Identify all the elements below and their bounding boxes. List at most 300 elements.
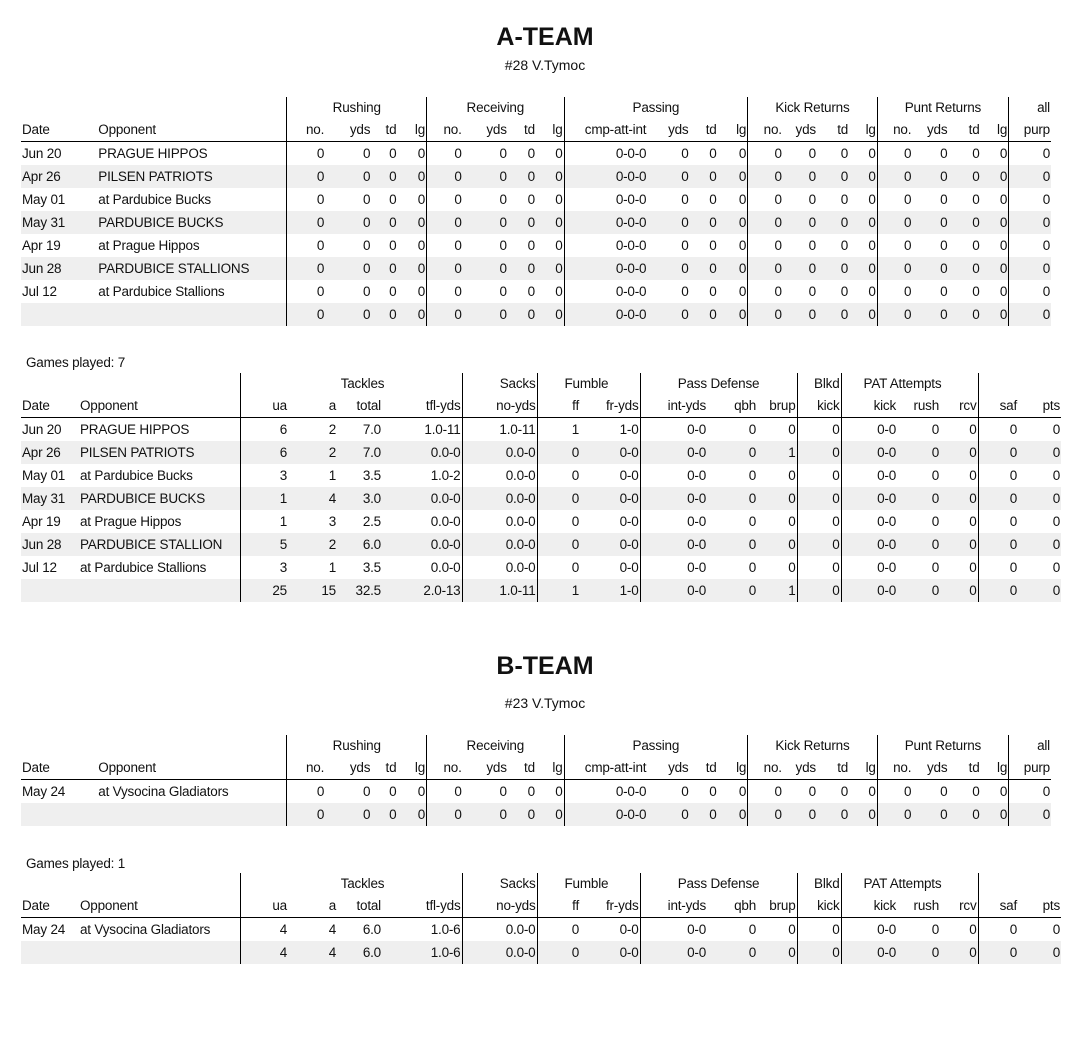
stat-cell: 0 bbox=[981, 257, 1009, 280]
date-cell: May 01 bbox=[21, 464, 76, 487]
stat-cell: 0 bbox=[940, 918, 978, 942]
opponent-cell: PILSEN PATRIOTS bbox=[76, 441, 240, 464]
stat-cell: 3.0 bbox=[337, 487, 382, 510]
pass-defense-group-header: Pass Defense bbox=[640, 373, 797, 395]
stat-cell: 0 bbox=[783, 280, 817, 303]
column-header: lg bbox=[397, 119, 426, 142]
stat-cell: 0-0 bbox=[640, 441, 707, 464]
stat-cell: 0 bbox=[1009, 303, 1051, 326]
date-cell: Apr 26 bbox=[21, 165, 94, 188]
table-row bbox=[21, 441, 1061, 464]
stat-cell: 0.0-0 bbox=[462, 533, 537, 556]
column-header: int-yds bbox=[640, 395, 707, 418]
stat-cell: 0 bbox=[427, 280, 463, 303]
stat-cell: 0 bbox=[397, 780, 426, 804]
stat-cell: 0 bbox=[537, 556, 580, 579]
column-header: yds bbox=[463, 757, 508, 780]
stat-cell: 0-0 bbox=[841, 579, 897, 602]
stat-cell: 0 bbox=[536, 257, 564, 280]
stat-cell: 0 bbox=[797, 533, 841, 556]
stat-cell: 0 bbox=[537, 918, 580, 942]
stat-cell: 0 bbox=[948, 142, 980, 166]
column-header: Date bbox=[21, 119, 94, 142]
stat-cell: 0 bbox=[371, 234, 397, 257]
totals-row bbox=[21, 579, 1061, 602]
table-row bbox=[21, 280, 1051, 303]
stat-cell: 0 bbox=[797, 510, 841, 533]
stat-cell: 0.0-0 bbox=[382, 510, 462, 533]
stat-cell: 0 bbox=[797, 579, 841, 602]
stat-cell: 0 bbox=[817, 165, 849, 188]
stat-cell: 0 bbox=[397, 803, 426, 826]
column-header: saf bbox=[978, 395, 1018, 418]
stat-cell: 0 bbox=[707, 556, 757, 579]
column-header: yds bbox=[912, 119, 948, 142]
stat-cell: 0 bbox=[463, 803, 508, 826]
stat-cell: 0 bbox=[647, 165, 689, 188]
stat-cell: 0 bbox=[978, 556, 1018, 579]
stat-cell: 4 bbox=[288, 941, 337, 964]
stat-cell: 0 bbox=[707, 918, 757, 942]
column-header: total bbox=[337, 895, 382, 918]
stat-cell: 0 bbox=[912, 780, 948, 804]
stat-cell: 2.0-13 bbox=[382, 579, 462, 602]
stat-cell: 0-0 bbox=[841, 918, 897, 942]
column-header: qbh bbox=[707, 395, 757, 418]
stat-cell: 0 bbox=[877, 257, 912, 280]
column-header: yds bbox=[325, 757, 371, 780]
column-header: no. bbox=[287, 757, 325, 780]
stat-cell: 0 bbox=[757, 556, 797, 579]
stat-cell: 0 bbox=[325, 211, 371, 234]
stat-cell: 0 bbox=[537, 464, 580, 487]
stat-cell: 2 bbox=[288, 533, 337, 556]
stat-cell: 0 bbox=[797, 918, 841, 942]
stat-cell: 0 bbox=[817, 303, 849, 326]
tackles-group-header: Tackles bbox=[240, 873, 462, 895]
stat-cell: 0 bbox=[757, 487, 797, 510]
stat-cell: 2 bbox=[288, 441, 337, 464]
stat-cell: 0 bbox=[287, 165, 325, 188]
stat-cell: 0 bbox=[940, 418, 978, 442]
date-cell: Jul 12 bbox=[21, 556, 76, 579]
stat-cell: 0 bbox=[912, 165, 948, 188]
column-header: brup bbox=[757, 395, 797, 418]
date-cell bbox=[21, 941, 76, 964]
column-header: lg bbox=[718, 757, 748, 780]
stat-cell: 0 bbox=[690, 188, 718, 211]
date-cell: May 31 bbox=[21, 487, 76, 510]
all-purpose-group-header: all bbox=[1009, 735, 1051, 757]
stat-cell: 1 bbox=[757, 579, 797, 602]
stat-cell: 0 bbox=[940, 941, 978, 964]
stat-cell: 0 bbox=[371, 303, 397, 326]
stat-cell: 0 bbox=[536, 234, 564, 257]
stat-cell: 0 bbox=[690, 257, 718, 280]
stat-cell: 0-0 bbox=[640, 418, 707, 442]
stat-cell: 0 bbox=[897, 464, 940, 487]
stat-cell: 0 bbox=[718, 211, 748, 234]
stat-cell: 0 bbox=[1018, 464, 1061, 487]
stat-cell: 0 bbox=[647, 803, 689, 826]
a-team-title: A-TEAM bbox=[496, 23, 594, 51]
column-header: lg bbox=[849, 757, 877, 780]
stat-cell: 0 bbox=[978, 510, 1018, 533]
stat-cell: 0 bbox=[371, 803, 397, 826]
column-header: td bbox=[508, 757, 536, 780]
stat-cell: 0 bbox=[537, 441, 580, 464]
stat-cell: 0 bbox=[940, 533, 978, 556]
stat-cell: 0 bbox=[783, 803, 817, 826]
stat-cell: 0 bbox=[397, 280, 426, 303]
stat-cell: 0 bbox=[536, 303, 564, 326]
stat-cell: 1 bbox=[240, 510, 288, 533]
column-header: lg bbox=[536, 119, 564, 142]
stat-cell: 0.0-0 bbox=[462, 510, 537, 533]
stat-cell: 0 bbox=[1018, 487, 1061, 510]
opponent-cell bbox=[94, 303, 287, 326]
receiving-group-header: Receiving bbox=[427, 735, 565, 757]
stat-cell: 0 bbox=[948, 211, 980, 234]
stat-cell: 0-0 bbox=[841, 556, 897, 579]
stat-cell: 0 bbox=[536, 780, 564, 804]
stat-cell: 0 bbox=[397, 234, 426, 257]
column-header: no. bbox=[748, 757, 783, 780]
table-row bbox=[21, 188, 1051, 211]
a-team-defense-table bbox=[21, 373, 1061, 602]
pass-defense-group-header: Pass Defense bbox=[640, 873, 797, 895]
stat-cell: 0-0-0 bbox=[564, 211, 647, 234]
stat-cell: 0 bbox=[783, 142, 817, 166]
stat-cell: 0 bbox=[690, 211, 718, 234]
stat-cell: 0 bbox=[1009, 780, 1051, 804]
column-header: kick bbox=[797, 395, 841, 418]
stat-cell: 0 bbox=[427, 211, 463, 234]
stat-cell: 3.5 bbox=[337, 464, 382, 487]
stat-cell: 0 bbox=[877, 780, 912, 804]
stat-cell: 4 bbox=[288, 487, 337, 510]
stat-cell: 0 bbox=[508, 234, 536, 257]
stat-cell: 0 bbox=[981, 303, 1009, 326]
column-header: saf bbox=[978, 895, 1018, 918]
stat-cell: 0 bbox=[690, 165, 718, 188]
sacks-group-header: Sacks bbox=[462, 873, 537, 895]
opponent-cell: at Prague Hippos bbox=[94, 234, 287, 257]
stat-cell: 0 bbox=[1009, 803, 1051, 826]
column-header: Opponent bbox=[76, 395, 240, 418]
column-header: rush bbox=[897, 395, 940, 418]
stat-cell: 0 bbox=[508, 142, 536, 166]
stat-cell: 4 bbox=[240, 918, 288, 942]
column-header: a bbox=[288, 895, 337, 918]
column-header: yds bbox=[463, 119, 508, 142]
column-header: a bbox=[288, 395, 337, 418]
stat-cell: 32.5 bbox=[337, 579, 382, 602]
stat-cell: 0 bbox=[463, 280, 508, 303]
b-team-offense-table bbox=[21, 735, 1051, 826]
column-header: no. bbox=[287, 119, 325, 142]
stat-cell: 0 bbox=[536, 165, 564, 188]
stat-cell: 0 bbox=[877, 280, 912, 303]
column-header: rcv bbox=[940, 395, 978, 418]
stat-cell: 0 bbox=[463, 257, 508, 280]
stat-cell: 0 bbox=[707, 418, 757, 442]
column-header: td bbox=[948, 757, 980, 780]
stat-cell: 0 bbox=[508, 165, 536, 188]
stat-cell: 0 bbox=[287, 211, 325, 234]
stat-cell: 0 bbox=[463, 165, 508, 188]
column-header: Date bbox=[21, 895, 76, 918]
stat-cell: 0 bbox=[647, 303, 689, 326]
pat-attempts-group-header: PAT Attempts bbox=[841, 873, 978, 895]
stat-cell: 0 bbox=[287, 188, 325, 211]
column-header: td bbox=[371, 119, 397, 142]
column-header: cmp-att-int bbox=[564, 757, 647, 780]
column-header: Opponent bbox=[94, 119, 287, 142]
stat-cell: 2.5 bbox=[337, 510, 382, 533]
stat-cell: 0-0-0 bbox=[564, 780, 647, 804]
stat-cell: 0 bbox=[817, 803, 849, 826]
stat-cell: 0 bbox=[371, 188, 397, 211]
opponent-cell: at Pardubice Bucks bbox=[76, 464, 240, 487]
stat-cell: 1 bbox=[757, 441, 797, 464]
stat-cell: 0 bbox=[978, 487, 1018, 510]
opponent-cell: PRAGUE HIPPOS bbox=[94, 142, 287, 166]
stat-cell: 0 bbox=[537, 533, 580, 556]
stat-cell: 0 bbox=[397, 142, 426, 166]
all-purpose-group-header: all bbox=[1009, 97, 1051, 119]
stat-cell: 0 bbox=[325, 803, 371, 826]
opponent-cell bbox=[76, 579, 240, 602]
stat-cell: 0 bbox=[981, 211, 1009, 234]
stat-cell: 0 bbox=[849, 234, 877, 257]
stat-cell: 5 bbox=[240, 533, 288, 556]
stat-cell: 1-0 bbox=[580, 579, 640, 602]
opponent-cell: PARDUBICE STALLIONS bbox=[94, 257, 287, 280]
stat-cell: 0.0-0 bbox=[462, 487, 537, 510]
stat-cell: 0 bbox=[371, 165, 397, 188]
blkd-group-header: Blkd bbox=[797, 873, 841, 895]
table-row bbox=[21, 257, 1051, 280]
table-row bbox=[21, 464, 1061, 487]
stat-cell: 0.0-0 bbox=[382, 556, 462, 579]
stat-cell: 0 bbox=[940, 579, 978, 602]
stat-cell: 0 bbox=[748, 803, 783, 826]
column-header-row bbox=[21, 395, 1061, 418]
stat-cell: 0-0 bbox=[580, 441, 640, 464]
column-header: Date bbox=[21, 757, 94, 780]
blkd-group-header: Blkd bbox=[797, 373, 841, 395]
stat-cell: 0 bbox=[1009, 257, 1051, 280]
stat-cell: 0.0-0 bbox=[462, 556, 537, 579]
stat-cell: 0 bbox=[912, 303, 948, 326]
stat-cell: 0 bbox=[978, 441, 1018, 464]
column-header: ua bbox=[240, 895, 288, 918]
stat-cell: 0 bbox=[287, 803, 325, 826]
totals-row bbox=[21, 941, 1061, 964]
table-row bbox=[21, 780, 1051, 804]
stat-cell: 0 bbox=[537, 941, 580, 964]
stat-cell: 0 bbox=[536, 280, 564, 303]
stat-cell: 0 bbox=[325, 280, 371, 303]
stat-cell: 0-0 bbox=[841, 418, 897, 442]
column-header-row bbox=[21, 895, 1061, 918]
stat-cell: 0 bbox=[783, 188, 817, 211]
stat-cell: 0-0 bbox=[640, 533, 707, 556]
stat-cell: 0 bbox=[707, 487, 757, 510]
column-header-row bbox=[21, 119, 1051, 142]
column-header: fr-yds bbox=[580, 895, 640, 918]
date-cell: Jun 20 bbox=[21, 418, 76, 442]
column-header: fr-yds bbox=[580, 395, 640, 418]
column-header: td bbox=[690, 119, 718, 142]
opponent-cell: at Vysocina Gladiators bbox=[94, 780, 287, 804]
stat-cell: 0 bbox=[849, 257, 877, 280]
stat-cell: 0 bbox=[287, 780, 325, 804]
passing-group-header: Passing bbox=[564, 97, 748, 119]
stat-cell: 6.0 bbox=[337, 918, 382, 942]
column-header: lg bbox=[849, 119, 877, 142]
stat-cell: 0 bbox=[897, 941, 940, 964]
date-cell: Apr 26 bbox=[21, 441, 76, 464]
column-header: yds bbox=[325, 119, 371, 142]
stat-cell: 0 bbox=[978, 579, 1018, 602]
date-cell bbox=[21, 803, 94, 826]
stat-cell: 0-0-0 bbox=[564, 257, 647, 280]
stat-cell: 3 bbox=[240, 556, 288, 579]
stat-cell: 6 bbox=[240, 441, 288, 464]
stat-cell: 1 bbox=[288, 556, 337, 579]
a-team-games-played: Games played: 7 bbox=[26, 355, 126, 370]
totals-row bbox=[21, 303, 1051, 326]
stat-cell: 0 bbox=[1009, 188, 1051, 211]
stat-cell: 0.0-0 bbox=[462, 464, 537, 487]
a-team-player: #28 V.Tymoc bbox=[504, 57, 586, 73]
stat-cell: 0 bbox=[757, 418, 797, 442]
column-header: rush bbox=[897, 895, 940, 918]
stat-cell: 0 bbox=[783, 257, 817, 280]
table-row bbox=[21, 211, 1051, 234]
column-header: no. bbox=[877, 119, 912, 142]
stat-cell: 0 bbox=[427, 803, 463, 826]
stat-cell: 0 bbox=[897, 510, 940, 533]
stat-cell: 0 bbox=[508, 257, 536, 280]
stat-cell: 0 bbox=[371, 780, 397, 804]
table-row bbox=[21, 487, 1061, 510]
stat-cell: 0 bbox=[940, 510, 978, 533]
stat-cell: 0 bbox=[797, 941, 841, 964]
table-row bbox=[21, 533, 1061, 556]
column-header: Opponent bbox=[94, 757, 287, 780]
date-cell: May 01 bbox=[21, 188, 94, 211]
table-row bbox=[21, 165, 1051, 188]
stat-cell: 0 bbox=[1018, 579, 1061, 602]
stat-cell: 0 bbox=[427, 234, 463, 257]
stat-cell: 0 bbox=[877, 188, 912, 211]
stat-cell: 0 bbox=[427, 780, 463, 804]
stat-cell: 1.0-11 bbox=[462, 579, 537, 602]
stat-cell: 1 bbox=[288, 464, 337, 487]
stat-cell: 0-0 bbox=[841, 441, 897, 464]
stat-cell: 0.0-0 bbox=[382, 487, 462, 510]
stat-cell: 0 bbox=[877, 303, 912, 326]
stat-cell: 0-0-0 bbox=[564, 303, 647, 326]
stat-cell: 0-0 bbox=[580, 941, 640, 964]
stat-cell: 0 bbox=[757, 533, 797, 556]
stat-cell: 1-0 bbox=[580, 418, 640, 442]
stat-cell: 0 bbox=[463, 303, 508, 326]
stat-cell: 0 bbox=[912, 211, 948, 234]
stat-cell: 0 bbox=[325, 257, 371, 280]
b-team-games-played: Games played: 1 bbox=[26, 856, 126, 871]
stat-cell: 0 bbox=[690, 780, 718, 804]
column-header: td bbox=[690, 757, 718, 780]
stat-cell: 0 bbox=[718, 303, 748, 326]
rushing-group-header: Rushing bbox=[287, 97, 427, 119]
column-header: brup bbox=[757, 895, 797, 918]
column-header: tfl-yds bbox=[382, 395, 462, 418]
stat-cell: 0-0 bbox=[640, 941, 707, 964]
stat-cell: 0 bbox=[718, 780, 748, 804]
stat-cell: 0 bbox=[690, 142, 718, 166]
fumble-group-header: Fumble bbox=[537, 873, 640, 895]
date-cell: Jun 28 bbox=[21, 533, 76, 556]
stat-cell: 0 bbox=[463, 234, 508, 257]
stat-cell: 0 bbox=[978, 941, 1018, 964]
stat-cell: 0 bbox=[897, 579, 940, 602]
stat-cell: 0 bbox=[748, 165, 783, 188]
stat-cell: 0-0-0 bbox=[564, 165, 647, 188]
stat-cell: 0 bbox=[948, 234, 980, 257]
stat-cell: 0 bbox=[371, 257, 397, 280]
stat-cell: 0 bbox=[797, 464, 841, 487]
stat-cell: 0 bbox=[325, 780, 371, 804]
stat-cell: 0 bbox=[427, 165, 463, 188]
pat-attempts-group-header: PAT Attempts bbox=[841, 373, 978, 395]
stat-cell: 0 bbox=[897, 918, 940, 942]
stat-cell: 0 bbox=[817, 188, 849, 211]
stat-cell: 0-0 bbox=[640, 510, 707, 533]
stat-cell: 0 bbox=[948, 803, 980, 826]
stat-cell: 0 bbox=[1018, 556, 1061, 579]
stat-cell: 0 bbox=[948, 780, 980, 804]
stat-cell: 0.0-0 bbox=[462, 941, 537, 964]
date-cell bbox=[21, 579, 76, 602]
stat-cell: 0-0 bbox=[580, 918, 640, 942]
opponent-cell: at Pardubice Stallions bbox=[76, 556, 240, 579]
stat-cell: 0 bbox=[1009, 234, 1051, 257]
column-header: lg bbox=[981, 757, 1009, 780]
stat-cell: 0 bbox=[690, 234, 718, 257]
stat-cell: 0.0-0 bbox=[382, 441, 462, 464]
stat-cell: 0 bbox=[849, 803, 877, 826]
stat-cell: 0 bbox=[849, 142, 877, 166]
stat-cell: 0 bbox=[817, 280, 849, 303]
column-header: lg bbox=[718, 119, 748, 142]
stat-cell: 0-0 bbox=[580, 533, 640, 556]
stat-cell: 0-0 bbox=[841, 510, 897, 533]
stat-cell: 0 bbox=[897, 533, 940, 556]
stat-cell: 0 bbox=[877, 211, 912, 234]
passing-group-header: Passing bbox=[564, 735, 748, 757]
stat-cell: 0 bbox=[817, 257, 849, 280]
column-header: td bbox=[371, 757, 397, 780]
stat-cell: 0 bbox=[877, 234, 912, 257]
table-row bbox=[21, 918, 1061, 942]
stat-cell: 0 bbox=[707, 441, 757, 464]
stat-cell: 0 bbox=[897, 556, 940, 579]
b-team-defense-table bbox=[21, 873, 1061, 964]
